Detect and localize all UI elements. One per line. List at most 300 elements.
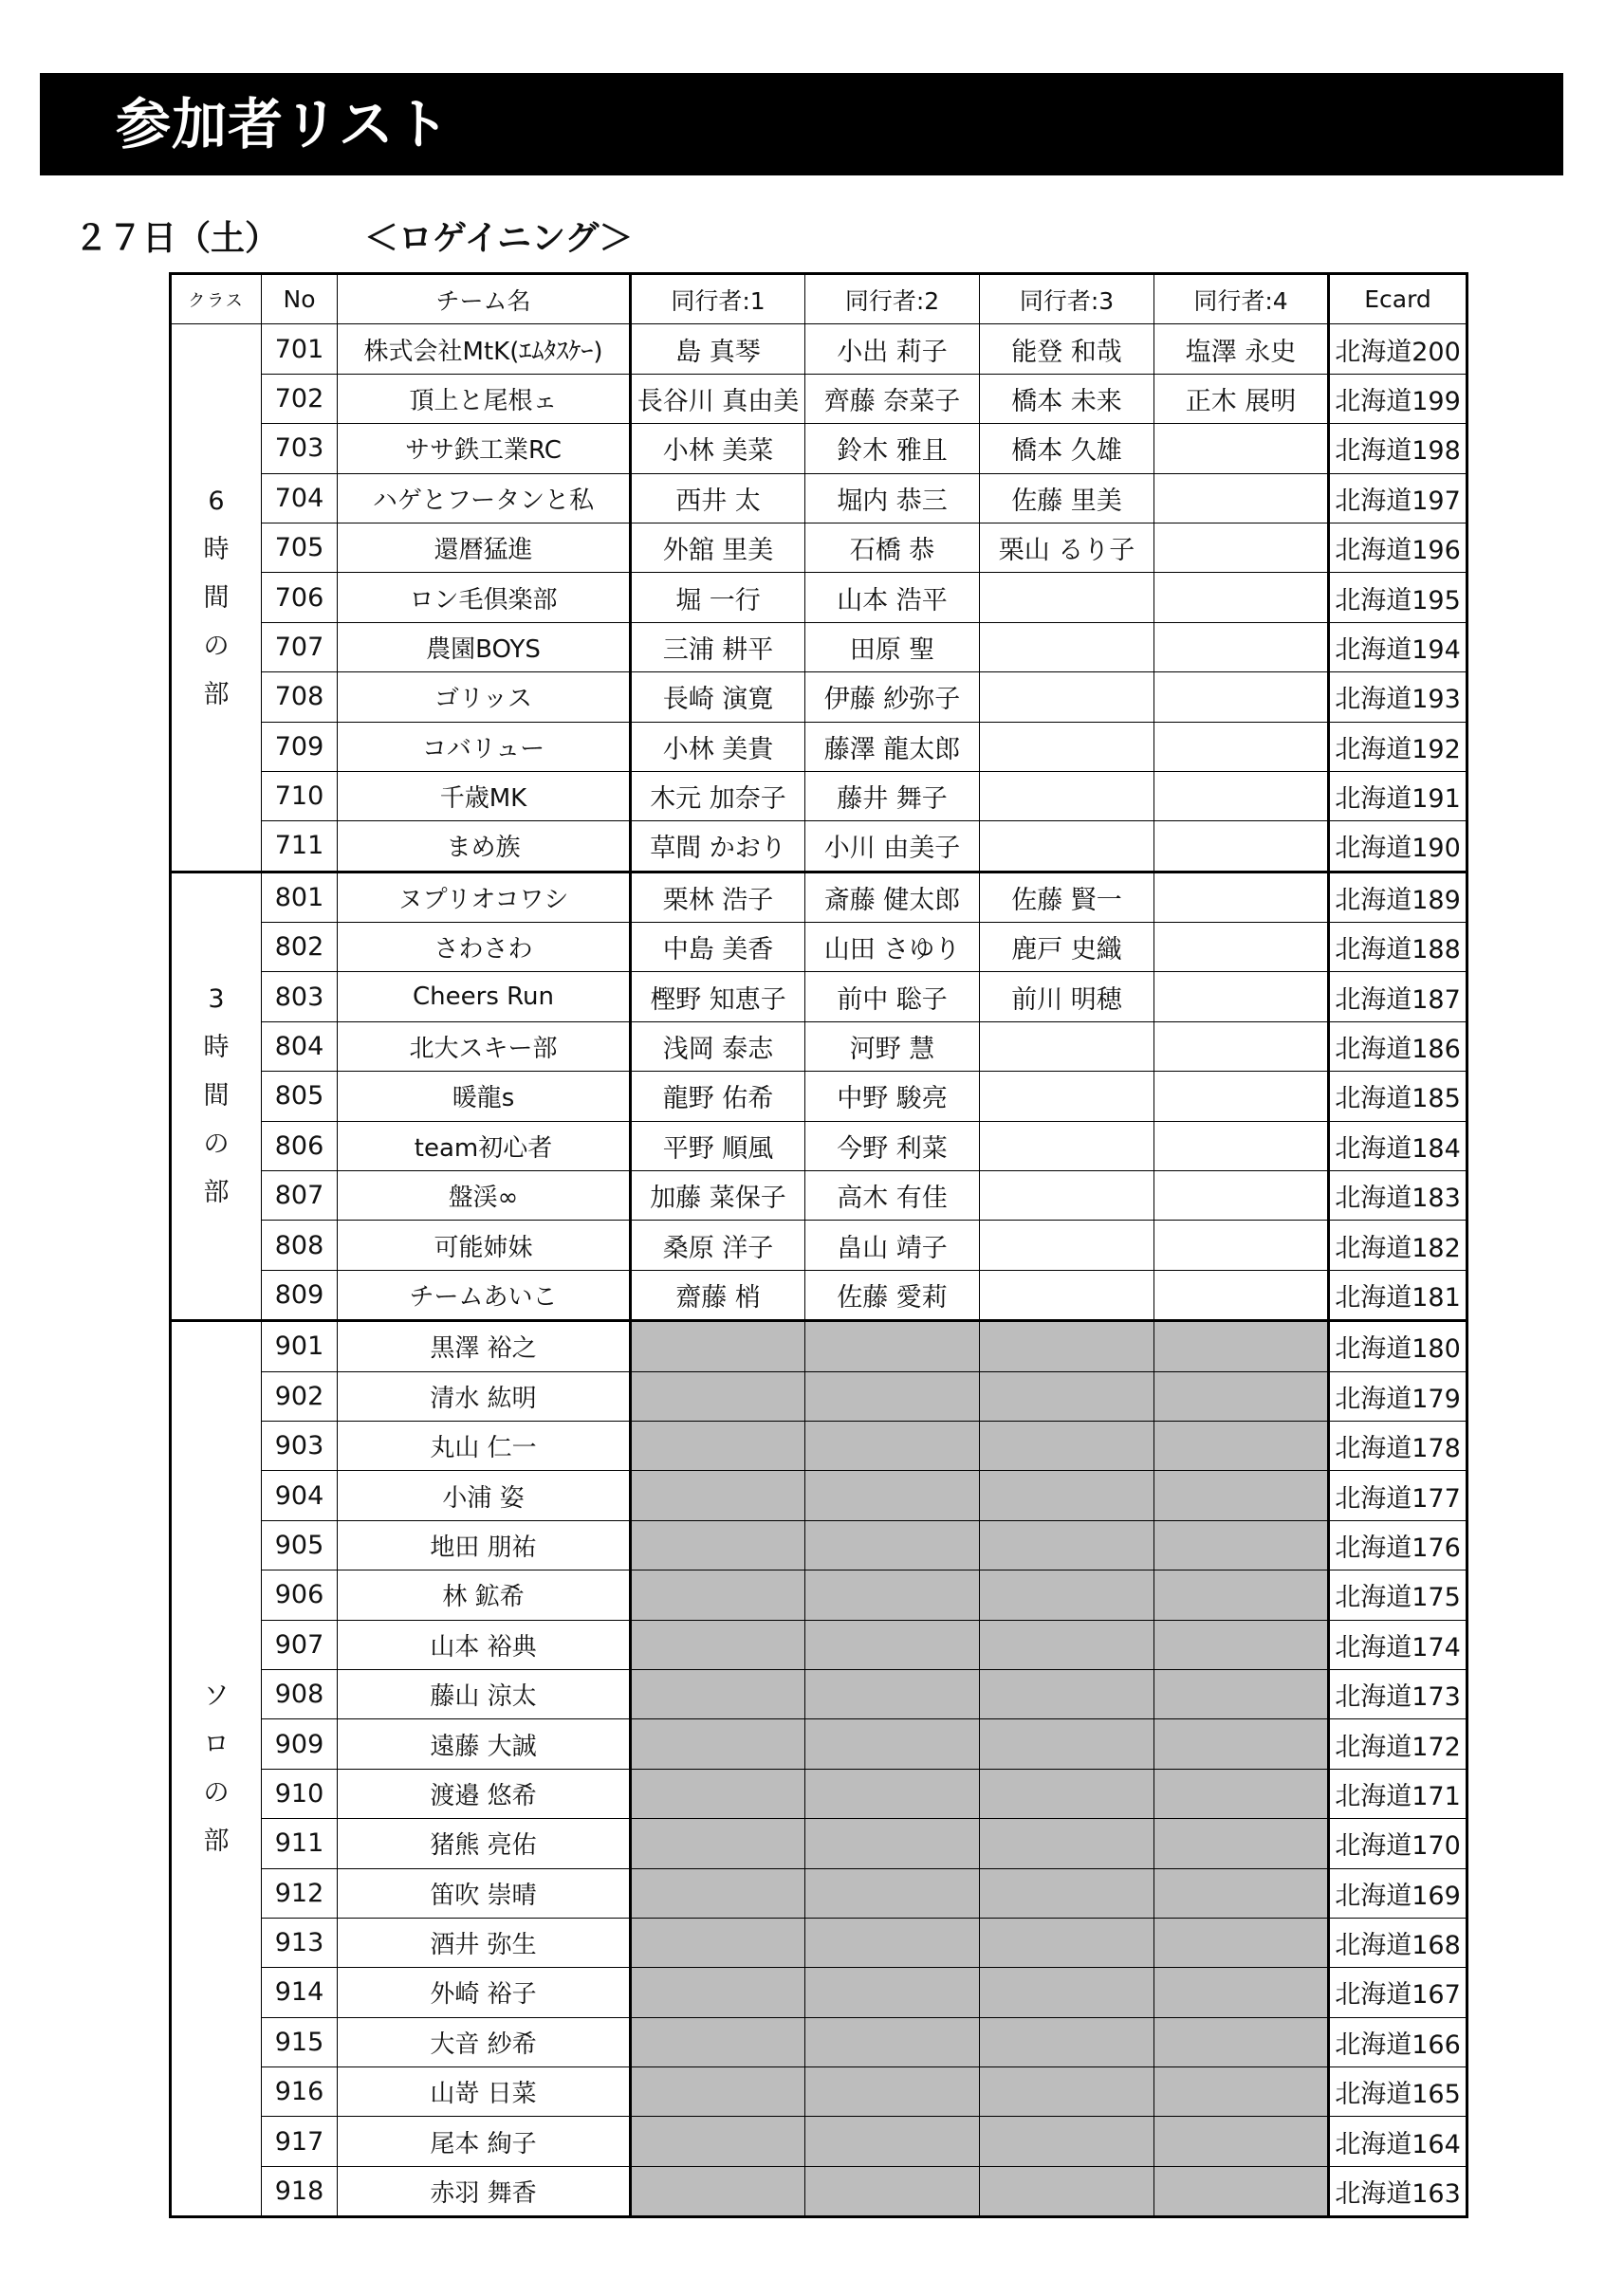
member-1-cell: [631, 1819, 805, 1868]
class-group-char: 間: [203, 1081, 230, 1111]
entry-number: 905: [262, 1520, 338, 1570]
member-4-cell: 正木 展明: [1154, 374, 1329, 423]
entry-number: 916: [262, 2067, 338, 2117]
event-subtitle: [74, 211, 633, 260]
member-4-cell: [1154, 1918, 1329, 1967]
member-1-cell: [631, 2067, 805, 2117]
participant-name: 山嵜 日菜: [338, 2067, 631, 2117]
member-1-cell: 龍野 佑希: [631, 1072, 805, 1121]
member-2-cell: 高木 有佳: [805, 1171, 980, 1221]
entry-number: 902: [262, 1371, 338, 1421]
table-row: [171, 821, 1467, 872]
member-2-cell: 鈴木 雅且: [805, 424, 980, 473]
member-1-cell: 小林 美菜: [631, 424, 805, 473]
member-4-cell: [1154, 622, 1329, 671]
member-3-cell: [980, 1421, 1154, 1470]
table-row: [171, 672, 1467, 722]
class-group-char: ソ: [203, 1681, 230, 1712]
table-row: [171, 1769, 1467, 1818]
participant-name: 大音 紗希: [338, 2017, 631, 2066]
team-name: ハゲとフータンと私: [338, 473, 631, 523]
member-2-cell: 畠山 靖子: [805, 1221, 980, 1270]
class-group-char: 6: [208, 486, 225, 516]
table-row: [171, 1520, 1467, 1570]
member-3-cell: [980, 1918, 1154, 1967]
member-1-cell: 加藤 菜保子: [631, 1171, 805, 1221]
team-name: 暖龍s: [338, 1072, 631, 1121]
entry-number: 701: [262, 324, 338, 374]
ecard-id: 北海道179: [1329, 1371, 1467, 1421]
member-4-cell: 塩澤 永史: [1154, 324, 1329, 374]
member-1-cell: [631, 2117, 805, 2166]
member-2-cell: [805, 1471, 980, 1520]
member-4-cell: [1154, 1121, 1329, 1170]
ecard-id: 北海道184: [1329, 1121, 1467, 1170]
member-1-cell: [631, 1371, 805, 1421]
entry-number: 809: [262, 1270, 338, 1320]
entry-number: 901: [262, 1321, 338, 1371]
class-group-char: 部: [203, 1178, 230, 1208]
participant-name: 笛吹 崇晴: [338, 1868, 631, 1918]
member-2-cell: 石橋 恭: [805, 523, 980, 572]
member-2-cell: [805, 2117, 980, 2166]
ecard-id: 北海道163: [1329, 2166, 1467, 2216]
ecard-id: 北海道187: [1329, 972, 1467, 1021]
participant-name: 藤山 涼太: [338, 1669, 631, 1718]
entry-number: 906: [262, 1570, 338, 1620]
member-4-cell: [1154, 923, 1329, 972]
member-1-cell: 長崎 演寛: [631, 672, 805, 722]
member-2-cell: 藤井 舞子: [805, 771, 980, 820]
member-1-cell: [631, 1968, 805, 2017]
team-name: 千歳MK: [338, 771, 631, 820]
entry-number: 808: [262, 1221, 338, 1270]
member-2-cell: [805, 1918, 980, 1967]
member-3-cell: [980, 1819, 1154, 1868]
ecard-id: 北海道167: [1329, 1968, 1467, 2017]
ecard-id: 北海道181: [1329, 1270, 1467, 1320]
table-row: [171, 1171, 1467, 1221]
member-1-cell: 樫野 知恵子: [631, 972, 805, 1021]
member-1-cell: [631, 1669, 805, 1718]
table-row: [171, 622, 1467, 671]
member-4-cell: [1154, 821, 1329, 872]
ecard-id: 北海道195: [1329, 573, 1467, 622]
table-row: [171, 424, 1467, 473]
member-2-cell: 斎藤 健太郎: [805, 872, 980, 922]
member-1-cell: 外舘 里美: [631, 523, 805, 572]
participant-name: 丸山 仁一: [338, 1421, 631, 1470]
member-2-cell: [805, 2067, 980, 2117]
member-3-cell: [980, 2017, 1154, 2066]
entry-number: 702: [262, 374, 338, 423]
ecard-id: 北海道196: [1329, 523, 1467, 572]
member-2-cell: [805, 1321, 980, 1371]
member-4-cell: [1154, 722, 1329, 771]
member-3-cell: 栗山 るり子: [980, 523, 1154, 572]
participant-name: 酒井 弥生: [338, 1918, 631, 1967]
col-header-class: クラス: [171, 274, 262, 324]
table-row: [171, 722, 1467, 771]
member-1-cell: 浅岡 泰志: [631, 1021, 805, 1071]
table-row: [171, 972, 1467, 1021]
member-1-cell: 西井 太: [631, 473, 805, 523]
table-row: [171, 923, 1467, 972]
member-4-cell: [1154, 1021, 1329, 1071]
ecard-id: 北海道192: [1329, 722, 1467, 771]
member-4-cell: [1154, 1421, 1329, 1470]
member-4-cell: [1154, 573, 1329, 622]
member-3-cell: [980, 573, 1154, 622]
member-2-cell: 小出 莉子: [805, 324, 980, 374]
member-3-cell: 佐藤 里美: [980, 473, 1154, 523]
participant-name: 清水 紘明: [338, 1371, 631, 1421]
member-1-cell: [631, 1719, 805, 1769]
class-group-char: 時: [203, 1033, 230, 1063]
team-name: チームあいこ: [338, 1270, 631, 1320]
member-4-cell: [1154, 1471, 1329, 1520]
member-3-cell: 橋本 未来: [980, 374, 1154, 423]
member-2-cell: [805, 1719, 980, 1769]
class-group-label: [171, 1321, 262, 2217]
entry-number: 918: [262, 2166, 338, 2216]
member-1-cell: 平野 順風: [631, 1121, 805, 1170]
ecard-id: 北海道171: [1329, 1769, 1467, 1818]
table-row: [171, 1669, 1467, 1718]
team-name: コバリュー: [338, 722, 631, 771]
ecard-id: 北海道185: [1329, 1072, 1467, 1121]
participant-name: 遠藤 大誠: [338, 1719, 631, 1769]
member-4-cell: [1154, 1968, 1329, 2017]
member-2-cell: 山田 さゆり: [805, 923, 980, 972]
member-3-cell: [980, 1669, 1154, 1718]
member-2-cell: 小川 由美子: [805, 821, 980, 872]
team-name: 可能姉妹: [338, 1221, 631, 1270]
member-1-cell: [631, 1570, 805, 1620]
member-2-cell: 河野 慧: [805, 1021, 980, 1071]
entry-number: 911: [262, 1819, 338, 1868]
member-2-cell: 伊藤 紗弥子: [805, 672, 980, 722]
member-2-cell: [805, 1968, 980, 2017]
member-1-cell: [631, 1918, 805, 1967]
ecard-id: 北海道164: [1329, 2117, 1467, 2166]
member-1-cell: 木元 加奈子: [631, 771, 805, 820]
class-group-char: 部: [203, 1827, 230, 1857]
member-1-cell: [631, 1520, 805, 1570]
entry-number: 704: [262, 473, 338, 523]
table-row: [171, 1471, 1467, 1520]
table-row: [171, 1719, 1467, 1769]
ecard-id: 北海道173: [1329, 1669, 1467, 1718]
member-4-cell: [1154, 1620, 1329, 1669]
table-row: [171, 1918, 1467, 1967]
member-2-cell: 堀内 恭三: [805, 473, 980, 523]
member-1-cell: [631, 1471, 805, 1520]
table-row: [171, 1270, 1467, 1320]
member-3-cell: [980, 1570, 1154, 1620]
participant-name: 小浦 姿: [338, 1471, 631, 1520]
table-row: [171, 1321, 1467, 1371]
member-4-cell: [1154, 872, 1329, 922]
member-2-cell: 中野 駿亮: [805, 1072, 980, 1121]
class-group-char: の: [203, 631, 230, 661]
ecard-id: 北海道193: [1329, 672, 1467, 722]
ecard-id: 北海道175: [1329, 1570, 1467, 1620]
table-row: [171, 324, 1467, 374]
member-2-cell: [805, 2017, 980, 2066]
participant-name: 尾本 絢子: [338, 2117, 631, 2166]
member-3-cell: [980, 771, 1154, 820]
member-4-cell: [1154, 672, 1329, 722]
table-row: [171, 771, 1467, 820]
col-header-ecard: Ecard: [1329, 274, 1467, 324]
member-1-cell: 三浦 耕平: [631, 622, 805, 671]
ecard-id: 北海道165: [1329, 2067, 1467, 2117]
team-name: 農園BOYS: [338, 622, 631, 671]
member-3-cell: [980, 1321, 1154, 1371]
member-1-cell: 島 真琴: [631, 324, 805, 374]
member-2-cell: 齊藤 奈菜子: [805, 374, 980, 423]
member-3-cell: [980, 2117, 1154, 2166]
table-row: [171, 523, 1467, 572]
member-4-cell: [1154, 473, 1329, 523]
member-4-cell: [1154, 771, 1329, 820]
col-header-team: チーム名: [338, 274, 631, 324]
team-name: ゴリッス: [338, 672, 631, 722]
member-2-cell: 今野 利菜: [805, 1121, 980, 1170]
table-row: [171, 1968, 1467, 2017]
ecard-id: 北海道180: [1329, 1321, 1467, 1371]
ecard-id: 北海道194: [1329, 622, 1467, 671]
member-4-cell: [1154, 2117, 1329, 2166]
member-4-cell: [1154, 1171, 1329, 1221]
member-3-cell: [980, 821, 1154, 872]
entry-number: 802: [262, 923, 338, 972]
member-1-cell: [631, 1620, 805, 1669]
table-row: [171, 1121, 1467, 1170]
team-name: ロン毛倶楽部: [338, 573, 631, 622]
page-title: 参加者リスト: [116, 92, 451, 156]
member-4-cell: [1154, 1371, 1329, 1421]
participant-name: 山本 裕典: [338, 1620, 631, 1669]
table-row: [171, 1819, 1467, 1868]
member-2-cell: 前中 聡子: [805, 972, 980, 1021]
member-1-cell: 草間 かおり: [631, 821, 805, 872]
member-4-cell: [1154, 2166, 1329, 2216]
class-group-label: [171, 872, 262, 1321]
member-4-cell: [1154, 1570, 1329, 1620]
ecard-id: 北海道176: [1329, 1520, 1467, 1570]
member-1-cell: [631, 1868, 805, 1918]
team-name: ヌプリオコワシ: [338, 872, 631, 922]
member-3-cell: [980, 1968, 1154, 2017]
member-2-cell: [805, 1669, 980, 1718]
entry-number: 805: [262, 1072, 338, 1121]
member-3-cell: [980, 1620, 1154, 1669]
participant-name: 地田 朋祐: [338, 1520, 631, 1570]
class-group-char: 時: [203, 534, 230, 564]
member-3-cell: 前川 明穂: [980, 972, 1154, 1021]
entry-number: 910: [262, 1769, 338, 1818]
member-2-cell: [805, 1570, 980, 1620]
member-2-cell: [805, 1371, 980, 1421]
team-name: 還暦猛進: [338, 523, 631, 572]
member-1-cell: [631, 1769, 805, 1818]
class-group-char: の: [203, 1778, 230, 1809]
entry-number: 709: [262, 722, 338, 771]
member-1-cell: 長谷川 真由美: [631, 374, 805, 423]
col-header-member-3: 同行者:3: [980, 274, 1154, 324]
table-row: [171, 1868, 1467, 1918]
entry-number: 912: [262, 1868, 338, 1918]
participant-name: 外崎 裕子: [338, 1968, 631, 2017]
class-group-char: ロ: [203, 1730, 230, 1760]
table-row: [171, 2017, 1467, 2066]
member-4-cell: [1154, 972, 1329, 1021]
member-3-cell: 鹿戸 史織: [980, 923, 1154, 972]
class-group-char: の: [203, 1130, 230, 1160]
ecard-id: 北海道170: [1329, 1819, 1467, 1868]
title-banner: [40, 73, 1563, 175]
member-2-cell: [805, 1769, 980, 1818]
class-group-char: 間: [203, 582, 230, 613]
ecard-id: 北海道198: [1329, 424, 1467, 473]
entry-number: 801: [262, 872, 338, 922]
participant-name: 猪熊 亮佑: [338, 1819, 631, 1868]
member-3-cell: [980, 622, 1154, 671]
team-name: Cheers Run: [338, 972, 631, 1021]
member-3-cell: [980, 1719, 1154, 1769]
member-1-cell: 堀 一行: [631, 573, 805, 622]
member-3-cell: [980, 1371, 1154, 1421]
ecard-id: 北海道190: [1329, 821, 1467, 872]
ecard-id: 北海道186: [1329, 1021, 1467, 1071]
class-group-char: 部: [203, 679, 230, 709]
table-row: [171, 2067, 1467, 2117]
entry-number: 804: [262, 1021, 338, 1071]
member-4-cell: [1154, 2017, 1329, 2066]
ecard-id: 北海道177: [1329, 1471, 1467, 1520]
ecard-id: 北海道169: [1329, 1868, 1467, 1918]
entry-number: 917: [262, 2117, 338, 2166]
member-2-cell: [805, 2166, 980, 2216]
table-row: [171, 1221, 1467, 1270]
member-1-cell: [631, 2017, 805, 2066]
member-1-cell: 栗林 浩子: [631, 872, 805, 922]
member-3-cell: [980, 1072, 1154, 1121]
member-2-cell: 田原 聖: [805, 622, 980, 671]
member-4-cell: [1154, 1819, 1329, 1868]
entry-number: 908: [262, 1669, 338, 1718]
ecard-id: 北海道191: [1329, 771, 1467, 820]
participant-name: 渡邉 悠希: [338, 1769, 631, 1818]
member-2-cell: [805, 1421, 980, 1470]
member-2-cell: [805, 1868, 980, 1918]
member-3-cell: [980, 1471, 1154, 1520]
ecard-id: 北海道168: [1329, 1918, 1467, 1967]
team-name: ササ鉄工業RC: [338, 424, 631, 473]
entry-number: 904: [262, 1471, 338, 1520]
col-header-no: No: [262, 274, 338, 324]
team-name: 盤渓∞: [338, 1171, 631, 1221]
header-row: [171, 274, 1467, 324]
member-4-cell: [1154, 1769, 1329, 1818]
ecard-id: 北海道199: [1329, 374, 1467, 423]
entry-number: 807: [262, 1171, 338, 1221]
member-3-cell: [980, 1171, 1154, 1221]
member-4-cell: [1154, 1868, 1329, 1918]
team-name: 頂上と尾根ェ: [338, 374, 631, 423]
member-4-cell: [1154, 1072, 1329, 1121]
entry-number: 903: [262, 1421, 338, 1470]
entry-number: 914: [262, 1968, 338, 2017]
class-group-label: [171, 324, 262, 872]
table-row: [171, 374, 1467, 423]
table-row: [171, 1421, 1467, 1470]
member-3-cell: [980, 722, 1154, 771]
member-3-cell: [980, 2067, 1154, 2117]
table-row: [171, 872, 1467, 922]
col-header-member-2: 同行者:2: [805, 274, 980, 324]
member-2-cell: 佐藤 愛莉: [805, 1270, 980, 1320]
member-3-cell: 能登 和哉: [980, 324, 1154, 374]
ecard-id: 北海道189: [1329, 872, 1467, 922]
participant-name: 赤羽 舞香: [338, 2166, 631, 2216]
table-row: [171, 573, 1467, 622]
member-3-cell: 橋本 久雄: [980, 424, 1154, 473]
team-name: team初心者: [338, 1121, 631, 1170]
ecard-id: 北海道197: [1329, 473, 1467, 523]
member-1-cell: 小林 美貴: [631, 722, 805, 771]
table-row: [171, 1072, 1467, 1121]
entry-number: 909: [262, 1719, 338, 1769]
table-row: [171, 2117, 1467, 2166]
participant-table: [169, 272, 1468, 2218]
entry-number: 913: [262, 1918, 338, 1967]
member-4-cell: [1154, 523, 1329, 572]
member-3-cell: [980, 1520, 1154, 1570]
class-group-char: 3: [208, 984, 225, 1015]
col-header-member-4: 同行者:4: [1154, 274, 1329, 324]
member-3-cell: [980, 1121, 1154, 1170]
table-row: [171, 1371, 1467, 1421]
entry-number: 806: [262, 1121, 338, 1170]
ecard-id: 北海道172: [1329, 1719, 1467, 1769]
event-name: ＜ロゲイニング＞: [364, 219, 634, 258]
member-3-cell: [980, 1769, 1154, 1818]
member-3-cell: [980, 1021, 1154, 1071]
member-4-cell: [1154, 1270, 1329, 1320]
ecard-id: 北海道188: [1329, 923, 1467, 972]
entry-number: 915: [262, 2017, 338, 2066]
ecard-id: 北海道178: [1329, 1421, 1467, 1470]
entry-number: 705: [262, 523, 338, 572]
member-3-cell: [980, 672, 1154, 722]
member-3-cell: 佐藤 賢一: [980, 872, 1154, 922]
table-row: [171, 473, 1467, 523]
table-row: [171, 1570, 1467, 1620]
member-4-cell: [1154, 1321, 1329, 1371]
participant-name: 黒澤 裕之: [338, 1321, 631, 1371]
table-row: [171, 1021, 1467, 1071]
entry-number: 907: [262, 1620, 338, 1669]
col-header-member-1: 同行者:1: [631, 274, 805, 324]
team-name: まめ族: [338, 821, 631, 872]
member-3-cell: [980, 2166, 1154, 2216]
table-row: [171, 1620, 1467, 1669]
member-2-cell: [805, 1819, 980, 1868]
member-1-cell: 齋藤 梢: [631, 1270, 805, 1320]
